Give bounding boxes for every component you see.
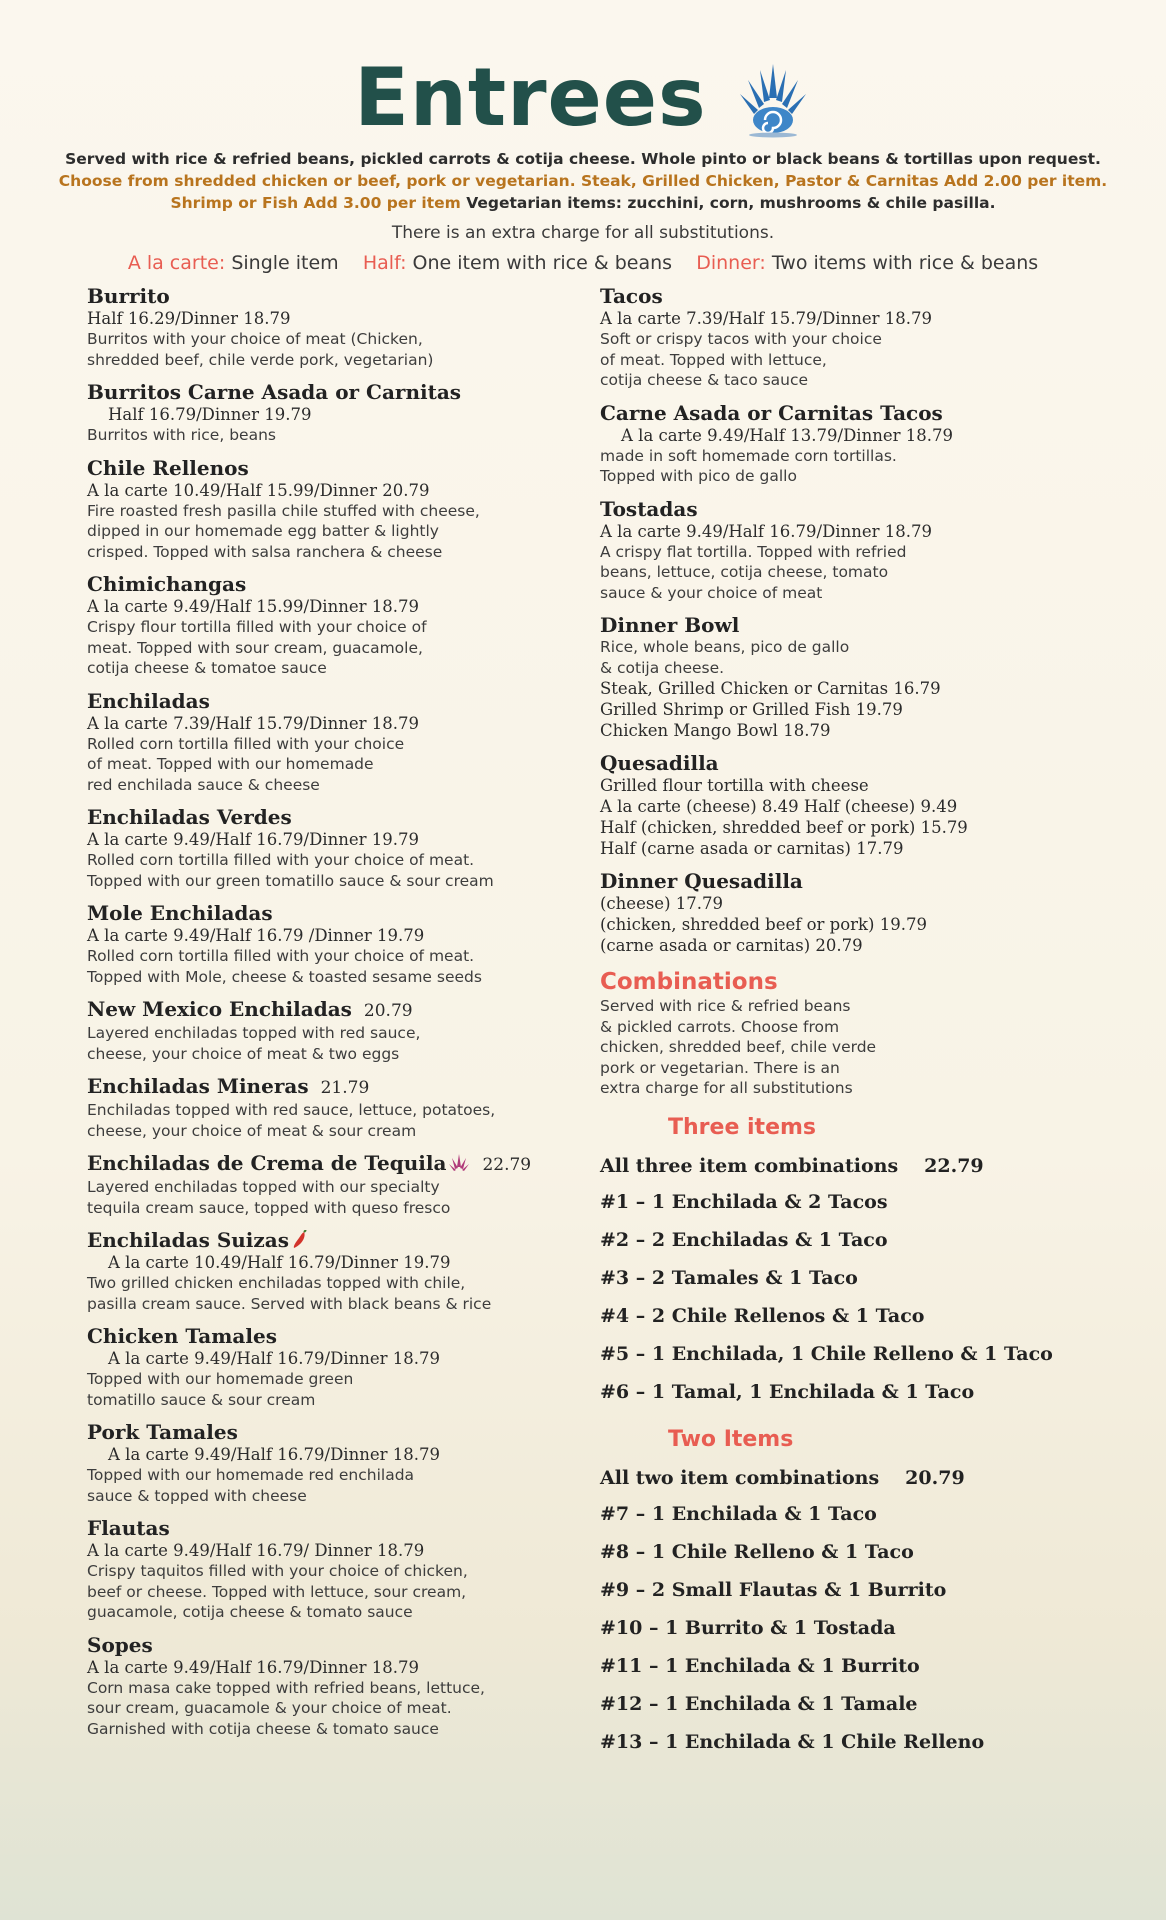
item-price: A la carte 10.49/Half 16.79/Dinner 19.79 <box>108 1253 451 1272</box>
item-name: Burrito <box>87 284 170 308</box>
combo-item: #2 – 2 Enchiladas & 1 Taco <box>600 1228 888 1251</box>
item-price: A la carte 7.39/Half 15.79/Dinner 18.79 <box>600 309 932 328</box>
combo-item: #13 – 1 Enchilada & 1 Chile Relleno <box>600 1730 985 1753</box>
item-description: Two grilled chicken enchiladas topped with chile, pasilla cream sauce. Served with black beans & rice <box>87 1274 492 1313</box>
item-description: Crispy flour tortilla filled with your choice of meat. Topped with sour cream, guacamole, cotija cheese & tomatoe sauce <box>87 618 427 677</box>
item-name: Chicken Tamales <box>87 1324 277 1348</box>
item-description: Rice, whole beans, pico de gallo & cotija cheese. <box>600 638 850 677</box>
item-price: Half 16.79/Dinner 19.79 <box>108 405 312 424</box>
legend-dinner-label: Dinner: <box>696 252 766 274</box>
right-menu-column <box>600 284 1070 1761</box>
menu-item <box>87 689 577 796</box>
vegetarian-note: Vegetarian items: zucchini, corn, mushrooms & chile pasilla. <box>466 194 996 212</box>
menu-item <box>87 1324 577 1410</box>
item-price: A la carte 9.49/Half 16.79 /Dinner 19.79 <box>87 926 425 945</box>
combo-item: #6 – 1 Tamal, 1 Enchilada & 1 Taco <box>600 1380 975 1403</box>
menu-item <box>600 613 1070 741</box>
combo-all-label: All two item combinations <box>600 1466 880 1489</box>
item-name-row <box>87 997 577 1023</box>
intro-served-with: Served with rice & refried beans, pickled carrots & cotija cheese. Whole pinto or black beans & tortillas upon request. <box>65 150 1101 168</box>
item-description: Fire roasted fresh pasilla chile stuffed with cheese, dipped in our homemade egg batter & lightly crisped. Topped with salsa ranchera & cheese <box>87 501 480 561</box>
item-description: Rolled corn tortilla filled with your choice of meat. Topped with our green tomatillo sauce & sour cream <box>87 851 494 890</box>
item-description: made in soft homemade corn tortillas. Topped with pico de gallo <box>600 446 897 485</box>
item-price: A la carte 9.49/Half 16.79/Dinner 18.79 <box>87 1657 419 1677</box>
item-price: A la carte 9.49/Half 16.79/Dinner 18.79 <box>600 521 932 541</box>
menu-item <box>87 1074 577 1141</box>
item-description: Rolled corn tortilla filled with your choice of meat. Topped with Mole, cheese & toasted sesame seeds <box>87 947 482 986</box>
three-items-heading: Three items <box>668 1114 817 1140</box>
item-price: A la carte 9.49/Half 16.79/ Dinner 18.79 <box>87 1541 425 1560</box>
left-menu-column <box>87 284 577 1749</box>
menu-item <box>87 284 577 370</box>
menu-item <box>87 997 577 1064</box>
item-name: Chimichangas <box>87 572 247 596</box>
item-price: Half (carne asada or carnitas) 17.79 <box>600 839 904 858</box>
item-description: Enchiladas topped with red sauce, lettuce, potatoes, cheese, your choice of meat & sour cream <box>87 1101 496 1140</box>
combo-item: #1 – 1 Enchilada & 2 Tacos <box>600 1190 888 1213</box>
legend-alacarte-label: A la carte: <box>127 252 226 274</box>
item-name: Carne Asada or Carnitas Tacos <box>600 400 943 425</box>
agave-logo-icon <box>734 58 812 138</box>
menu-item <box>87 1516 577 1623</box>
combo-item: #3 – 2 Tamales & 1 Taco <box>600 1266 858 1289</box>
item-name: Flautas <box>87 1516 170 1540</box>
item-name: Enchiladas Mineras <box>87 1074 309 1098</box>
item-description: Topped with our homemade green tomatillo sauce & sour cream <box>87 1370 354 1409</box>
two-items-all <box>600 1461 1070 1495</box>
item-description: Burritos with your choice of meat (Chicken, shredded beef, chile verde pork, vegetarian) <box>87 330 434 369</box>
combo-item: #9 – 2 Small Flautas & 1 Burrito <box>600 1578 947 1601</box>
item-price: A la carte (cheese) 8.49 Half (cheese) 9.49 <box>600 797 958 816</box>
menu-item <box>87 901 577 987</box>
item-name: New Mexico Enchiladas <box>87 997 352 1021</box>
combinations-description: Served with rice & refried beans & pickled carrots. Choose from chicken, shredded beef, chile verde pork or vegetarian. There is an extra charge for all substitutions <box>600 997 877 1097</box>
two-items-heading: Two Items <box>668 1426 794 1452</box>
item-description: Grilled flour tortilla with cheese <box>600 776 869 795</box>
item-name: Pork Tamales <box>87 1420 238 1444</box>
combo-all-price: 22.79 <box>924 1154 984 1177</box>
item-name-row <box>87 1228 577 1252</box>
item-price: 22.79 <box>482 1155 532 1175</box>
item-name: Enchiladas <box>87 688 210 713</box>
menu-item <box>87 380 577 446</box>
menu-header <box>0 48 1166 148</box>
item-price: A la carte 9.49/Half 13.79/Dinner 18.79 <box>621 425 953 445</box>
item-name: Mole Enchiladas <box>87 901 273 925</box>
item-description: Layered enchiladas topped with our specialty tequila cream sauce, topped with queso fresco <box>87 1178 451 1217</box>
item-price: 21.79 <box>320 1078 370 1098</box>
page-title: Entrees <box>354 51 707 144</box>
combo-item: #4 – 2 Chile Rellenos & 1 Taco <box>600 1304 925 1327</box>
item-name-row <box>87 1074 577 1100</box>
menu-item <box>600 751 1070 859</box>
item-price: A la carte 7.39/Half 15.79/Dinner 18.79 <box>87 713 419 733</box>
item-name: Enchiladas Verdes <box>87 805 292 829</box>
intro-choose-meat: Choose from shredded chicken or beef, pork or vegetarian. Steak, Grilled Chicken, Pastor & Carnitas Add 2.00 per item. <box>58 172 1108 190</box>
item-name-row <box>87 1151 577 1177</box>
item-name: Enchiladas de Crema de Tequila <box>87 1151 447 1175</box>
item-price: Half (chicken, shredded beef or pork) 15.79 <box>600 818 968 837</box>
combo-item: #12 – 1 Enchilada & 1 Tamale <box>600 1692 918 1715</box>
item-price: A la carte 9.49/Half 15.99/Dinner 18.79 <box>87 597 419 616</box>
item-name: Chile Rellenos <box>87 455 249 480</box>
combo-item: #10 – 1 Burrito & 1 Tostada <box>600 1616 896 1639</box>
menu-item <box>600 401 1070 487</box>
legend-half-label: Half: <box>362 252 407 274</box>
item-price: A la carte 9.49/Half 16.79/Dinner 19.79 <box>87 830 419 849</box>
menu-item <box>87 1228 577 1314</box>
combo-all-label: All three item combinations <box>600 1154 899 1177</box>
item-description: Rolled corn tortilla filled with your choice of meat. Topped with our homemade red enchilada sauce & cheese <box>87 734 405 794</box>
menu-item <box>87 456 577 563</box>
combinations-heading: Combinations <box>600 969 778 995</box>
item-price: Chicken Mango Bowl 18.79 <box>600 721 831 740</box>
item-price: A la carte 9.49/Half 16.79/Dinner 18.79 <box>108 1445 440 1464</box>
item-description: A crispy flat tortilla. Topped with refried beans, lettuce, cotija cheese, tomato sauce & your choice of meat <box>600 542 907 602</box>
item-name: Tacos <box>600 284 663 308</box>
item-price: (cheese) 17.79 <box>600 894 723 913</box>
menu-item <box>87 572 577 679</box>
menu-item <box>87 1151 577 1218</box>
item-name: Enchiladas Suizas <box>87 1228 289 1252</box>
size-legend <box>0 252 1166 274</box>
item-name: Dinner Bowl <box>600 613 740 637</box>
legend-half-text: One item with rice & beans <box>412 252 673 274</box>
item-description: Crispy taquitos filled with your choice of chicken, beef or cheese. Topped with lettuce, sour cream, guacamole, cotija cheese & tomato sauce <box>87 1562 468 1621</box>
legend-dinner-text: Two items with rice & beans <box>771 252 1039 274</box>
item-name: Quesadilla <box>600 751 719 775</box>
legend-alacarte-text: Single item <box>231 252 339 274</box>
agave-icon <box>448 1153 470 1173</box>
item-name: Dinner Quesadilla <box>600 869 803 893</box>
item-name: Tostadas <box>600 496 698 521</box>
combo-item: #5 – 1 Enchilada, 1 Chile Relleno & 1 Taco <box>600 1342 1053 1365</box>
combo-item: #7 – 1 Enchilada & 1 Taco <box>600 1502 877 1525</box>
item-description: Soft or crispy tacos with your choice of meat. Topped with lettuce, cotija cheese & taco sauce <box>600 330 882 389</box>
item-price: Half 16.29/Dinner 18.79 <box>87 309 291 328</box>
item-description: Corn masa cake topped with refried beans, lettuce, sour cream, guacamole & your choice of meat. Garnished with cotija cheese & tomato sauce <box>87 1678 485 1738</box>
menu-item <box>87 1633 577 1740</box>
menu-item <box>600 497 1070 604</box>
menu-item <box>600 284 1070 391</box>
item-price: Grilled Shrimp or Grilled Fish 19.79 <box>600 700 903 719</box>
menu-item <box>600 869 1070 956</box>
item-price: (chicken, shredded beef or pork) 19.79 <box>600 915 927 934</box>
menu-item <box>87 805 577 891</box>
item-price: A la carte 9.49/Half 16.79/Dinner 18.79 <box>108 1349 440 1368</box>
combo-item: #11 – 1 Enchilada & 1 Burrito <box>600 1654 920 1677</box>
item-description: Topped with our homemade red enchilada sauce & topped with cheese <box>87 1466 415 1505</box>
item-name: Burritos Carne Asada or Carnitas <box>87 380 462 404</box>
three-items-all <box>600 1149 1070 1183</box>
item-description: Burritos with rice, beans <box>87 426 276 444</box>
intro-shrimp-veg <box>0 192 1166 214</box>
shrimp-fish-note: Shrimp or Fish Add 3.00 per item <box>170 194 461 212</box>
item-price: (carne asada or carnitas) 20.79 <box>600 936 863 955</box>
substitution-note: There is an extra charge for all substitutions. <box>391 223 775 243</box>
item-price: Steak, Grilled Chicken or Carnitas 16.79 <box>600 679 941 698</box>
combo-all-price: 20.79 <box>905 1466 965 1489</box>
menu-item <box>87 1420 577 1506</box>
item-name: Sopes <box>87 1632 153 1657</box>
item-price: A la carte 10.49/Half 15.99/Dinner 20.79 <box>87 480 430 500</box>
item-description: Layered enchiladas topped with red sauce, cheese, your choice of meat & two eggs <box>87 1024 421 1063</box>
combo-item: #8 – 1 Chile Relleno & 1 Taco <box>600 1540 914 1563</box>
chili-pepper-icon <box>291 1230 307 1250</box>
item-price: 20.79 <box>363 1001 413 1021</box>
